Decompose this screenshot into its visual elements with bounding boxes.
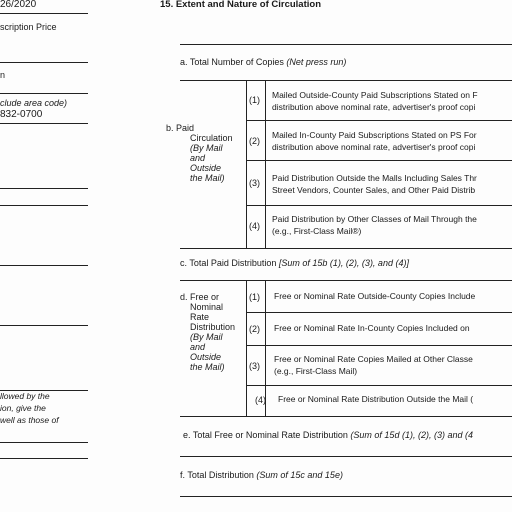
section-title: 15. Extent and Nature of Circulation — [160, 0, 321, 10]
row-b4-line-1: Paid Distribution by Other Classes of Mail Through the — [272, 214, 477, 224]
row-d-label-5: (By Mail — [190, 332, 223, 342]
notice-line-1: llowed by the — [0, 391, 50, 401]
row-b-label-2: Circulation — [190, 133, 233, 143]
row-b-label-5: Outside — [190, 163, 222, 173]
row-d-label-3: Rate — [190, 312, 210, 322]
row-d2-line-1: Free or Nominal Rate In-County Copies Included on — [274, 323, 470, 333]
row-d3-line-2: (e.g., First-Class Mail) — [274, 366, 358, 376]
telephone-value: 832-0700 — [0, 109, 43, 120]
row-a-note: (Net press run) — [286, 57, 347, 67]
row-d-label-2: Nominal — [190, 302, 224, 312]
row-b4-number: (4) — [249, 221, 260, 231]
telephone-label: clude area code) — [0, 98, 68, 108]
row-c-total-paid — [180, 258, 409, 268]
notice-line-2: ion, give the — [0, 403, 46, 413]
notice-line-3: well as those of — [0, 415, 59, 425]
row-d3-line-1: Free or Nominal Rate Copies Mailed at Other Classe — [274, 354, 473, 364]
filing-date: 26/2020 — [0, 0, 37, 10]
row-b-label-4: and — [190, 153, 206, 163]
row-b3-line-2: Street Vendors, Counter Sales, and Other Paid Distrib — [272, 185, 476, 195]
row-c-label: c. Total Paid Distribution — [180, 258, 277, 268]
row-d1-number: (1) — [249, 292, 260, 302]
contact-person-label: n — [0, 70, 6, 80]
row-d4-line-1: Free or Nominal Rate Distribution Outside the Mail ( — [278, 394, 474, 404]
row-b1-line-2: distribution above nominal rate, advertiser's proof copi — [272, 102, 476, 112]
row-f-note: (Sum of 15c and 15e) — [256, 470, 343, 480]
row-d-label-4: Distribution — [190, 322, 236, 332]
row-d-label-8: the Mail) — [190, 362, 225, 372]
subscription-price-label: scription Price — [0, 22, 57, 32]
row-b-label-6: the Mail) — [190, 173, 225, 183]
row-b4-line-2: (e.g., First-Class Mail®) — [272, 226, 362, 236]
row-d2-number: (2) — [249, 324, 260, 334]
row-d4-number: (4) — [255, 395, 266, 405]
row-a-label: a. Total Number of Copies — [180, 57, 284, 67]
row-e-note: (Sum of 15d (1), (2), (3) and (4 — [350, 430, 473, 440]
row-b2-number: (2) — [249, 136, 260, 146]
row-b2-line-2: distribution above nominal rate, advertiser's proof copi — [272, 142, 476, 152]
row-d-label-7: Outside — [190, 352, 222, 362]
row-b1-line-1: Mailed Outside-County Paid Subscriptions Stated on F — [272, 90, 478, 100]
row-d-label-1: d. Free or — [180, 292, 220, 302]
row-d3-number: (3) — [249, 361, 260, 371]
row-c-note: [Sum of 15b (1), (2), (3), and (4)] — [278, 258, 409, 268]
row-b-label-3: (By Mail — [190, 143, 223, 153]
row-b3-number: (3) — [249, 178, 260, 188]
row-a-total-copies — [180, 57, 346, 67]
row-e-total-free — [183, 430, 473, 440]
row-f-total-distribution — [180, 470, 343, 480]
row-f-label: f. Total Distribution — [180, 470, 254, 480]
row-e-label: e. Total Free or Nominal Rate Distribution — [183, 430, 348, 440]
row-b2-line-1: Mailed In-County Paid Subscriptions Stated on PS For — [272, 130, 477, 140]
row-b-label-1: b. Paid — [166, 123, 195, 133]
row-b1-number: (1) — [249, 95, 260, 105]
row-d-label-6: and — [190, 342, 206, 352]
row-d1-line-1: Free or Nominal Rate Outside-County Copies Include — [274, 291, 476, 301]
row-b3-line-1: Paid Distribution Outside the Malls Including Sales Thr — [272, 173, 477, 183]
